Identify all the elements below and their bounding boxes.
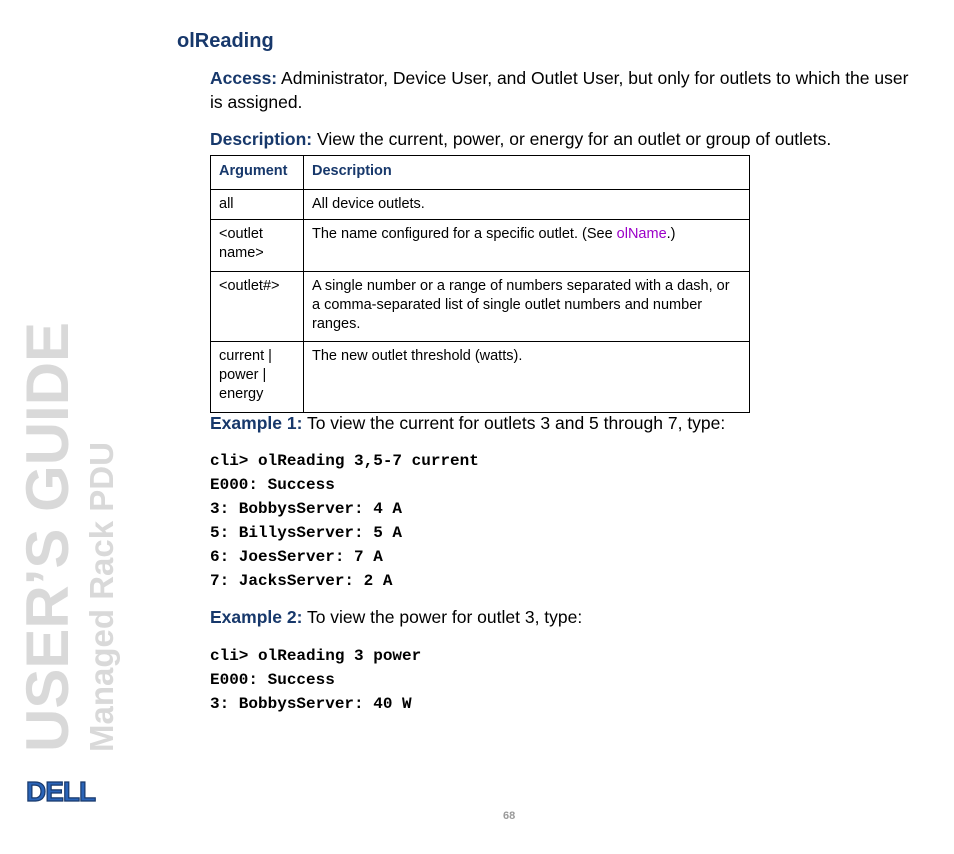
code-line: E000: Success (210, 476, 335, 494)
code-line: 3: BobbysServer: 40 W (210, 695, 412, 713)
code-line: cli> olReading 3,5-7 current (210, 452, 479, 470)
argument-cell: all (211, 190, 304, 220)
sidebar-title (14, 321, 120, 752)
table-header-row (211, 156, 750, 190)
table-row (211, 220, 750, 272)
example1-code (210, 449, 479, 593)
header-argument: Argument (211, 156, 304, 190)
argument-cell: <outlet name> (211, 220, 304, 272)
olname-link[interactable]: olName (616, 226, 667, 242)
dell-logo-text: DELL (26, 778, 96, 804)
description-cell (304, 220, 750, 272)
guide-title: USER’S GUIDE (14, 321, 81, 752)
table-row (211, 190, 750, 220)
example2-paragraph (210, 605, 910, 629)
argument-cell: current | power | energy (211, 342, 304, 413)
code-line: 7: JacksServer: 2 A (210, 572, 393, 590)
example2-text: To view the power for outlet 3, type: (306, 607, 583, 627)
code-line: 5: BillysServer: 5 A (210, 524, 403, 542)
example2-label: Example 2: (210, 607, 303, 627)
code-line: 6: JoesServer: 7 A (210, 548, 383, 566)
dell-logo (25, 778, 111, 804)
access-text: Administrator, Device User, and Outlet User, but only for outlets to which the user is assigned. (210, 68, 909, 112)
description-cell: The new outlet threshold (watts). (304, 342, 750, 413)
access-label: Access: (210, 68, 278, 88)
description-suffix: .) (666, 226, 676, 242)
example2-code (210, 644, 421, 716)
description-prefix: The name configured for a specific outlet. (See (312, 226, 617, 242)
description-label: Description: (210, 129, 313, 149)
code-line: E000: Success (210, 671, 335, 689)
description-text: View the current, power, or energy for an outlet or group of outlets. (316, 129, 832, 149)
example1-paragraph (210, 411, 910, 435)
example1-label: Example 1: (210, 413, 303, 433)
access-paragraph (210, 66, 910, 114)
section-title: olReading (177, 30, 274, 52)
header-description: Description (304, 156, 750, 190)
page-number: 68 (503, 810, 516, 822)
table-row (211, 272, 750, 342)
argument-cell: <outlet#> (211, 272, 304, 342)
code-line: 3: BobbysServer: 4 A (210, 500, 403, 518)
code-line: cli> olReading 3 power (210, 647, 422, 665)
table-row (211, 342, 750, 413)
description-paragraph (210, 127, 910, 151)
description-cell: All device outlets. (304, 190, 750, 220)
description-cell: A single number or a range of numbers separated with a dash, or a comma-separated list of single outlet numbers and number ranges. (304, 272, 750, 342)
product-name: Managed Rack PDU (83, 442, 120, 752)
example1-text: To view the current for outlets 3 and 5 through 7, type: (306, 413, 726, 433)
arguments-table (210, 155, 750, 413)
